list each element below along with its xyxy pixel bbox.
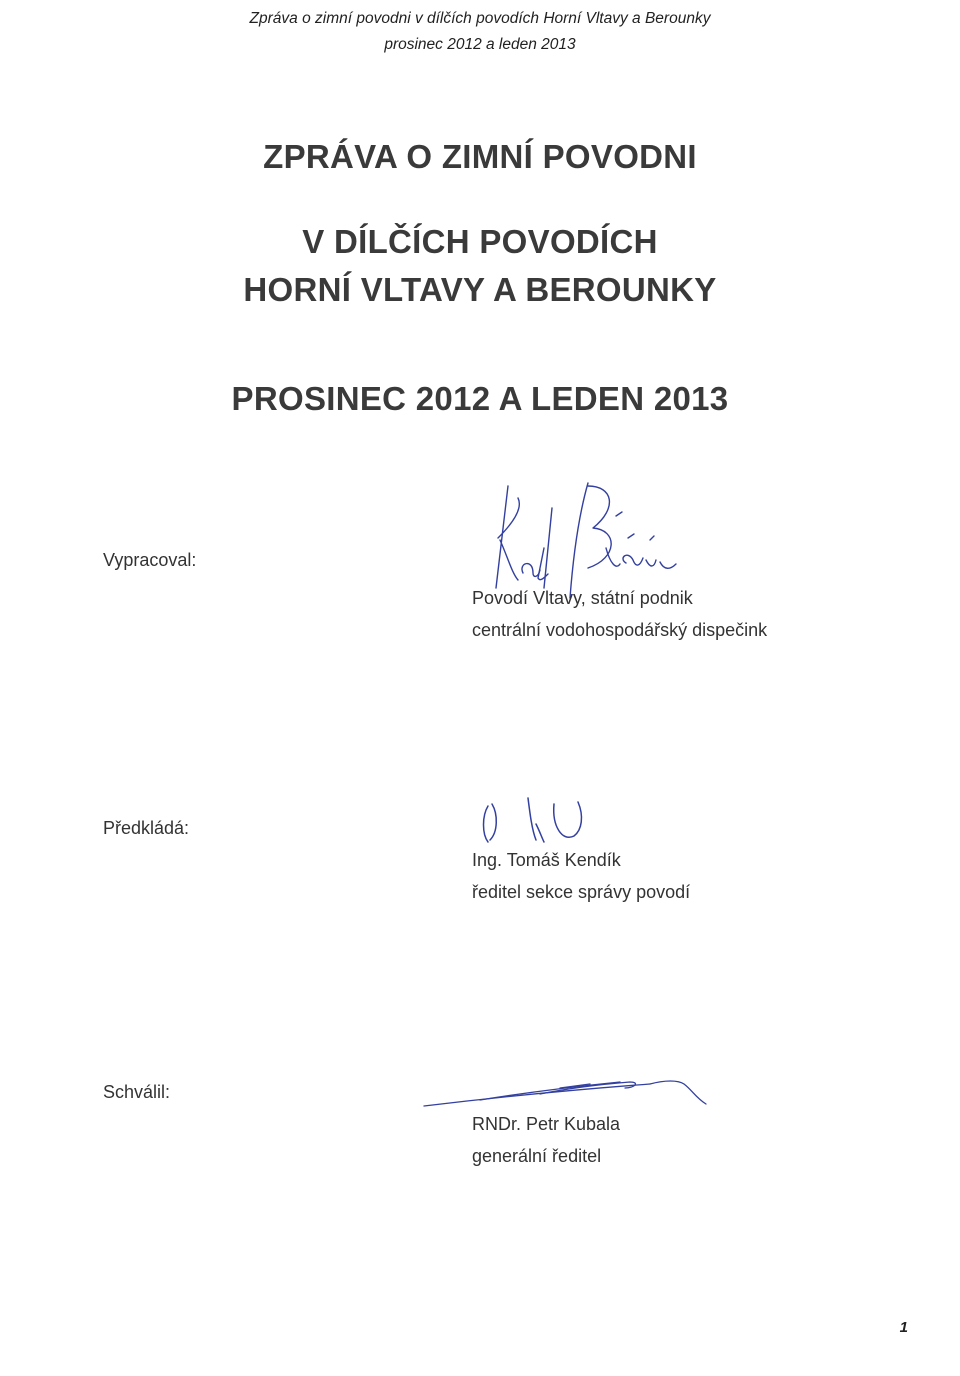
approved-info <box>472 1108 620 1172</box>
header-line-2: prosinec 2012 a leden 2013 <box>384 36 576 53</box>
approved-label: Schválil: <box>103 1082 171 1102</box>
title-date: PROSINEC 2012 A LEDEN 2013 <box>231 380 729 417</box>
title-line-1: ZPRÁVA O ZIMNÍ POVODNI <box>263 138 697 175</box>
title-line-2: V DÍLČÍCH POVODÍCH <box>302 223 658 260</box>
prepared-org: Povodí Vltavy, státní podnik <box>472 588 693 608</box>
page-number: 1 <box>899 1319 908 1336</box>
title-line-3: HORNÍ VLTAVY A BEROUNKY <box>243 271 717 308</box>
signature-submitted-icon <box>478 796 628 848</box>
prepared-dept: centrální vodohospodářský dispečink <box>472 620 768 640</box>
approved-role: generální ředitel <box>472 1146 602 1166</box>
submitted-label: Předkládá: <box>103 818 190 838</box>
prepared-label: Vypracoval: <box>103 550 197 570</box>
submitted-info <box>472 844 690 908</box>
running-header <box>0 6 960 58</box>
prepared-info <box>472 582 767 646</box>
approved-name: RNDr. Petr Kubala <box>472 1114 621 1134</box>
header-line-1: Zpráva o zimní povodni v dílčích povodích Horní Vltavy a Berounky <box>249 10 711 27</box>
submitted-name: Ing. Tomáš Kendík <box>472 850 621 870</box>
submitted-role: ředitel sekce správy povodí <box>472 882 691 902</box>
title-subtitle <box>0 218 960 314</box>
